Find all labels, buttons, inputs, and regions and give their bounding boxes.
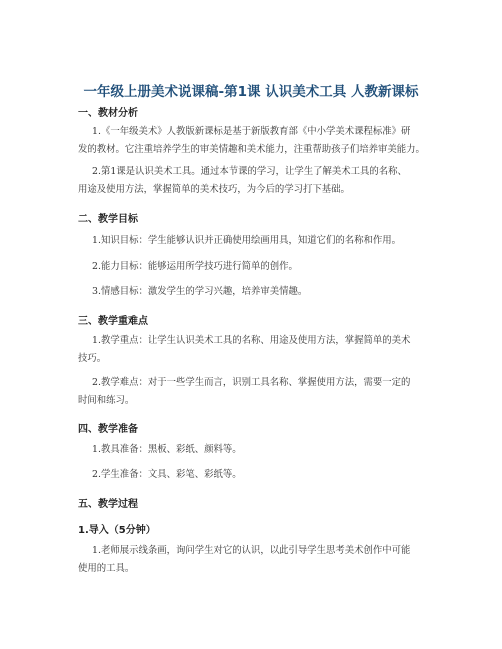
paragraph [78,283,438,301]
paragraph [78,374,438,410]
paragraph-line: 发的教材。它注重培养学生的审美情趣和美术能力，注重帮助孩子们培养审美能力。 [78,144,425,155]
paragraph-line: 2.学生准备：文具、彩笔、彩纸等。 [92,469,242,480]
paragraph-line: 1.老师展示线条画，询问学生对它的认识，以此引导学生思考美术创作中可能 [92,545,411,556]
paragraph-line: 2.教学难点：对于一些学生而言，识别工具名称、掌握使用方法，需要一定的 [92,377,411,388]
paragraph-line: 用途及使用方法，掌握简单的美术技巧，为今后的学习打下基础。 [78,184,350,195]
document-title: 一年级上册美术说课稿-第1课 认识美术工具 人教新课标 [83,84,419,100]
paragraph-line: 1.教具准备：黑板、彩纸、颜料等。 [92,444,242,455]
section-heading-teaching-process: 五、教学过程 [78,499,138,510]
paragraph-line: 技巧。 [78,353,107,364]
paragraph [78,258,438,276]
paragraph-line: 时间和练习。 [78,395,135,406]
paragraph-line: 1.知识目标：学生能够认识并正确使用绘画用具，知道它们的名称和作用。 [92,235,401,246]
paragraph [78,123,438,159]
section-heading-teaching-goals: 二、教学目标 [78,214,138,225]
paragraph [78,542,438,578]
paragraph-line: 1.教学重点：让学生认识美术工具的名称、用途及使用方法，掌握简单的美术 [92,335,411,346]
paragraph [78,332,438,368]
paragraph [78,441,438,459]
paragraph [78,232,438,250]
paragraph-line: 使用的工具。 [78,563,135,574]
section-heading-key-points: 三、教学重难点 [78,316,148,327]
section-heading-preparation: 四、教学准备 [78,424,138,435]
paragraph-line: 3.情感目标：激发学生的学习兴趣，培养审美情趣。 [92,286,308,297]
paragraph [78,163,438,199]
paragraph [78,466,438,484]
paragraph-line: 2.能力目标：能够运用所学技巧进行简单的创作。 [92,261,298,272]
paragraph-line: 1.《一年级美术》人教版新课标是基于新版教育部《中小学美术课程标准》研 [92,126,411,137]
paragraph-line: 2.第1课是认识美术工具。通过本节课的学习，让学生了解美术工具的名称、 [92,166,407,177]
section-heading-textbook-analysis: 一、教材分析 [78,108,138,119]
subsection-heading-introduction: 1.导入（5分钟） [78,525,156,536]
